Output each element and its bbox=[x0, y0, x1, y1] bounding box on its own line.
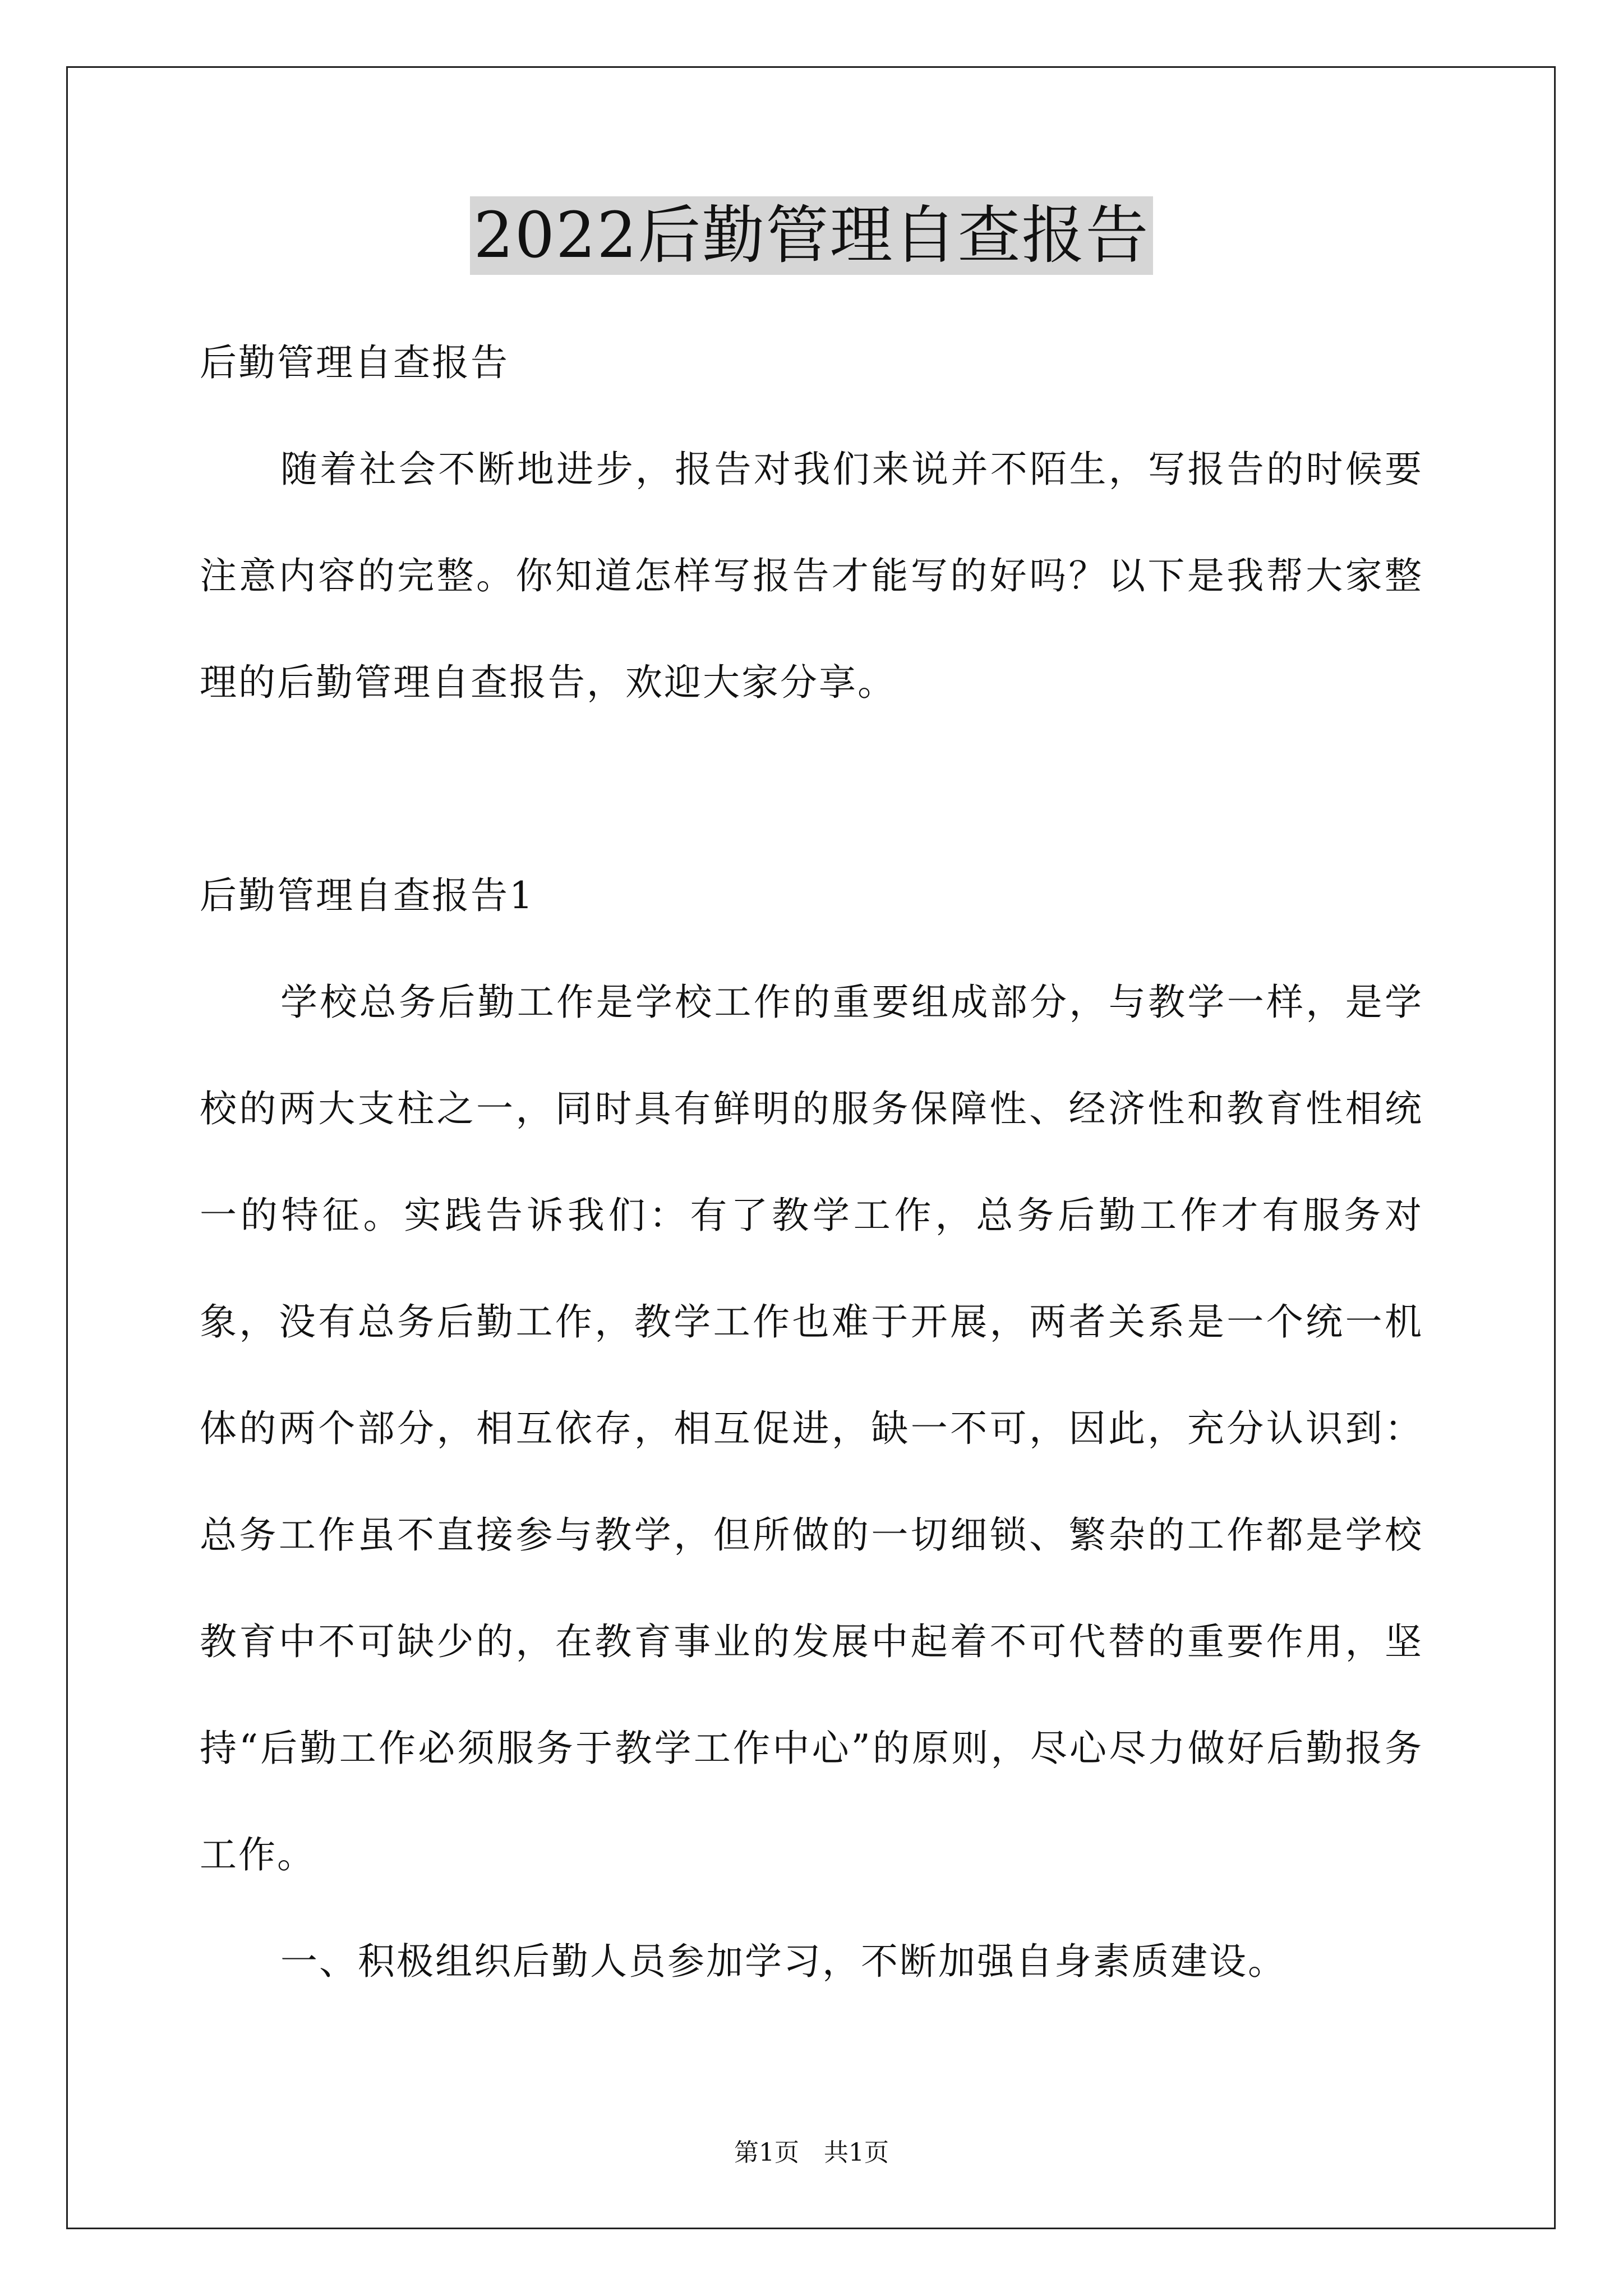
intro-paragraph: 随着社会不断地进步，报告对我们来说并不陌生，写报告的时候要注意内容的完整。你知道怎样写报告才能写的好吗？以下是我帮大家整理的后勤管理自查报告，欢迎大家分享。 bbox=[200, 448, 1423, 704]
page-footer bbox=[0, 2136, 1623, 2170]
page-number: 第1页 共1页 bbox=[734, 2138, 889, 2167]
report-1-heading: 后勤管理自查报告1 bbox=[200, 874, 534, 917]
title-container bbox=[0, 196, 1623, 275]
document-title: 2022后勤管理自查报告 bbox=[470, 196, 1152, 275]
report-1-paragraph: 学校总务后勤工作是学校工作的重要组成部分，与教学一样，是学校的两大支柱之一，同时具有鲜明的服务保障性、经济性和教育性相统一的特征。实践告诉我们：有了教学工作，总务后勤工作才有服务对象，没有总务后勤工作，教学工作也难于开展，两者关系是一个统一机体的两个部分，相互依存，相互促进，缺一不可，因此，充分认识到：总务工作虽不直接参与教学，但所做的一切细锁、繁杂的工作都是学校教育中不可缺少的，在教育事业的发展中起着不可代替的重要作用，坚持“后勤工作必须服务于教学工作中心”的原则，尽心尽力做好后勤报务工作。 bbox=[200, 981, 1423, 1876]
document-body bbox=[200, 310, 1423, 2015]
paragraph-spacer bbox=[200, 736, 1423, 843]
section-heading: 后勤管理自查报告 bbox=[200, 341, 509, 384]
report-1-point-1: 一、积极组织后勤人员参加学习，不断加强自身素质建设。 bbox=[280, 1940, 1287, 1983]
